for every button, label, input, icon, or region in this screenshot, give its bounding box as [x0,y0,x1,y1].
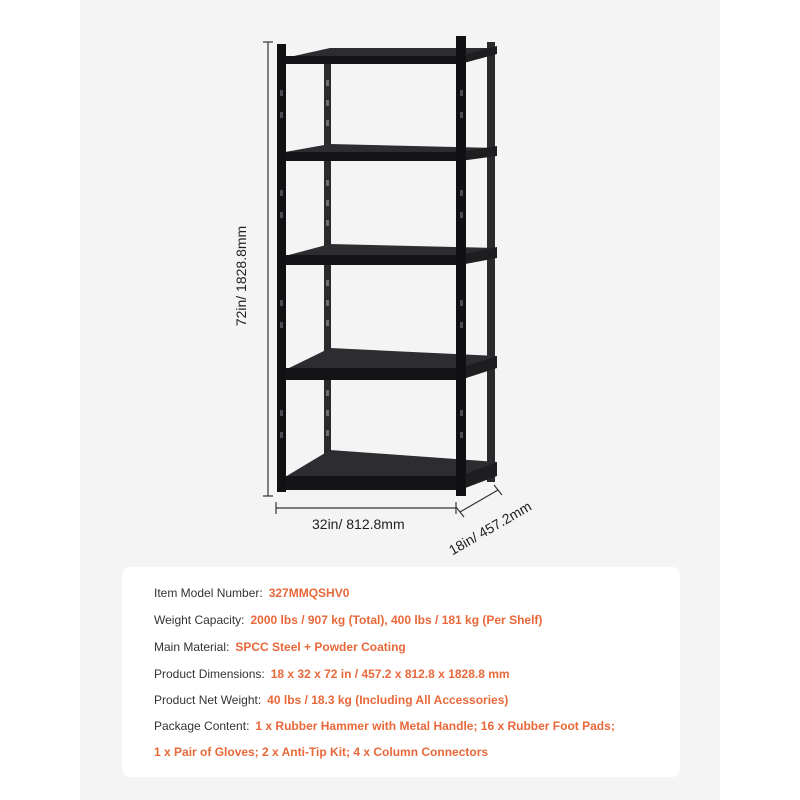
spec-label: Item Model Number: [154,586,263,600]
spec-label: Package Content: [154,719,250,733]
spec-value: SPCC Steel + Powder Coating [235,640,406,654]
spec-row-package-content-continued [154,744,488,760]
spec-row-weight-capacity [154,612,542,628]
specifications-box [122,567,680,777]
rear-posts [324,42,495,490]
width-dimension-label: 32in/ 812.8mm [312,516,405,532]
spec-value: 18 x 32 x 72 in / 457.2 x 812.8 x 1828.8 mm [270,667,510,681]
spec-value: 2000 lbs / 907 kg (Total), 400 lbs / 181 kg (Per Shelf) [250,613,543,627]
spec-value: 40 lbs / 18.3 kg (Including All Accessories) [267,693,509,707]
width-dimension-line [276,502,456,514]
spec-value: 327MMQSHV0 [268,586,350,600]
spec-value: 1 x Pair of Gloves; 2 x Anti-Tip Kit; 4 x Column Connectors [154,745,489,759]
spec-label: Weight Capacity: [154,613,245,627]
spec-row-model [154,585,349,601]
height-dimension-line [263,42,273,496]
spec-row-dimensions [154,666,510,682]
depth-dimension-label: 18in/ 457.2mm [445,497,535,559]
height-dimension-label: 72in/ 1828.8mm [233,225,249,327]
spec-value: 1 x Rubber Hammer with Metal Handle; 16 x Rubber Foot Pads; [255,719,615,733]
spec-label: Product Dimensions: [154,667,265,681]
spec-row-net-weight [154,692,508,708]
spec-label: Product Net Weight: [154,693,262,707]
front-posts [277,36,466,496]
spec-row-package-content [154,718,615,734]
spec-label: Main Material: [154,640,230,654]
spec-row-material [154,639,406,655]
